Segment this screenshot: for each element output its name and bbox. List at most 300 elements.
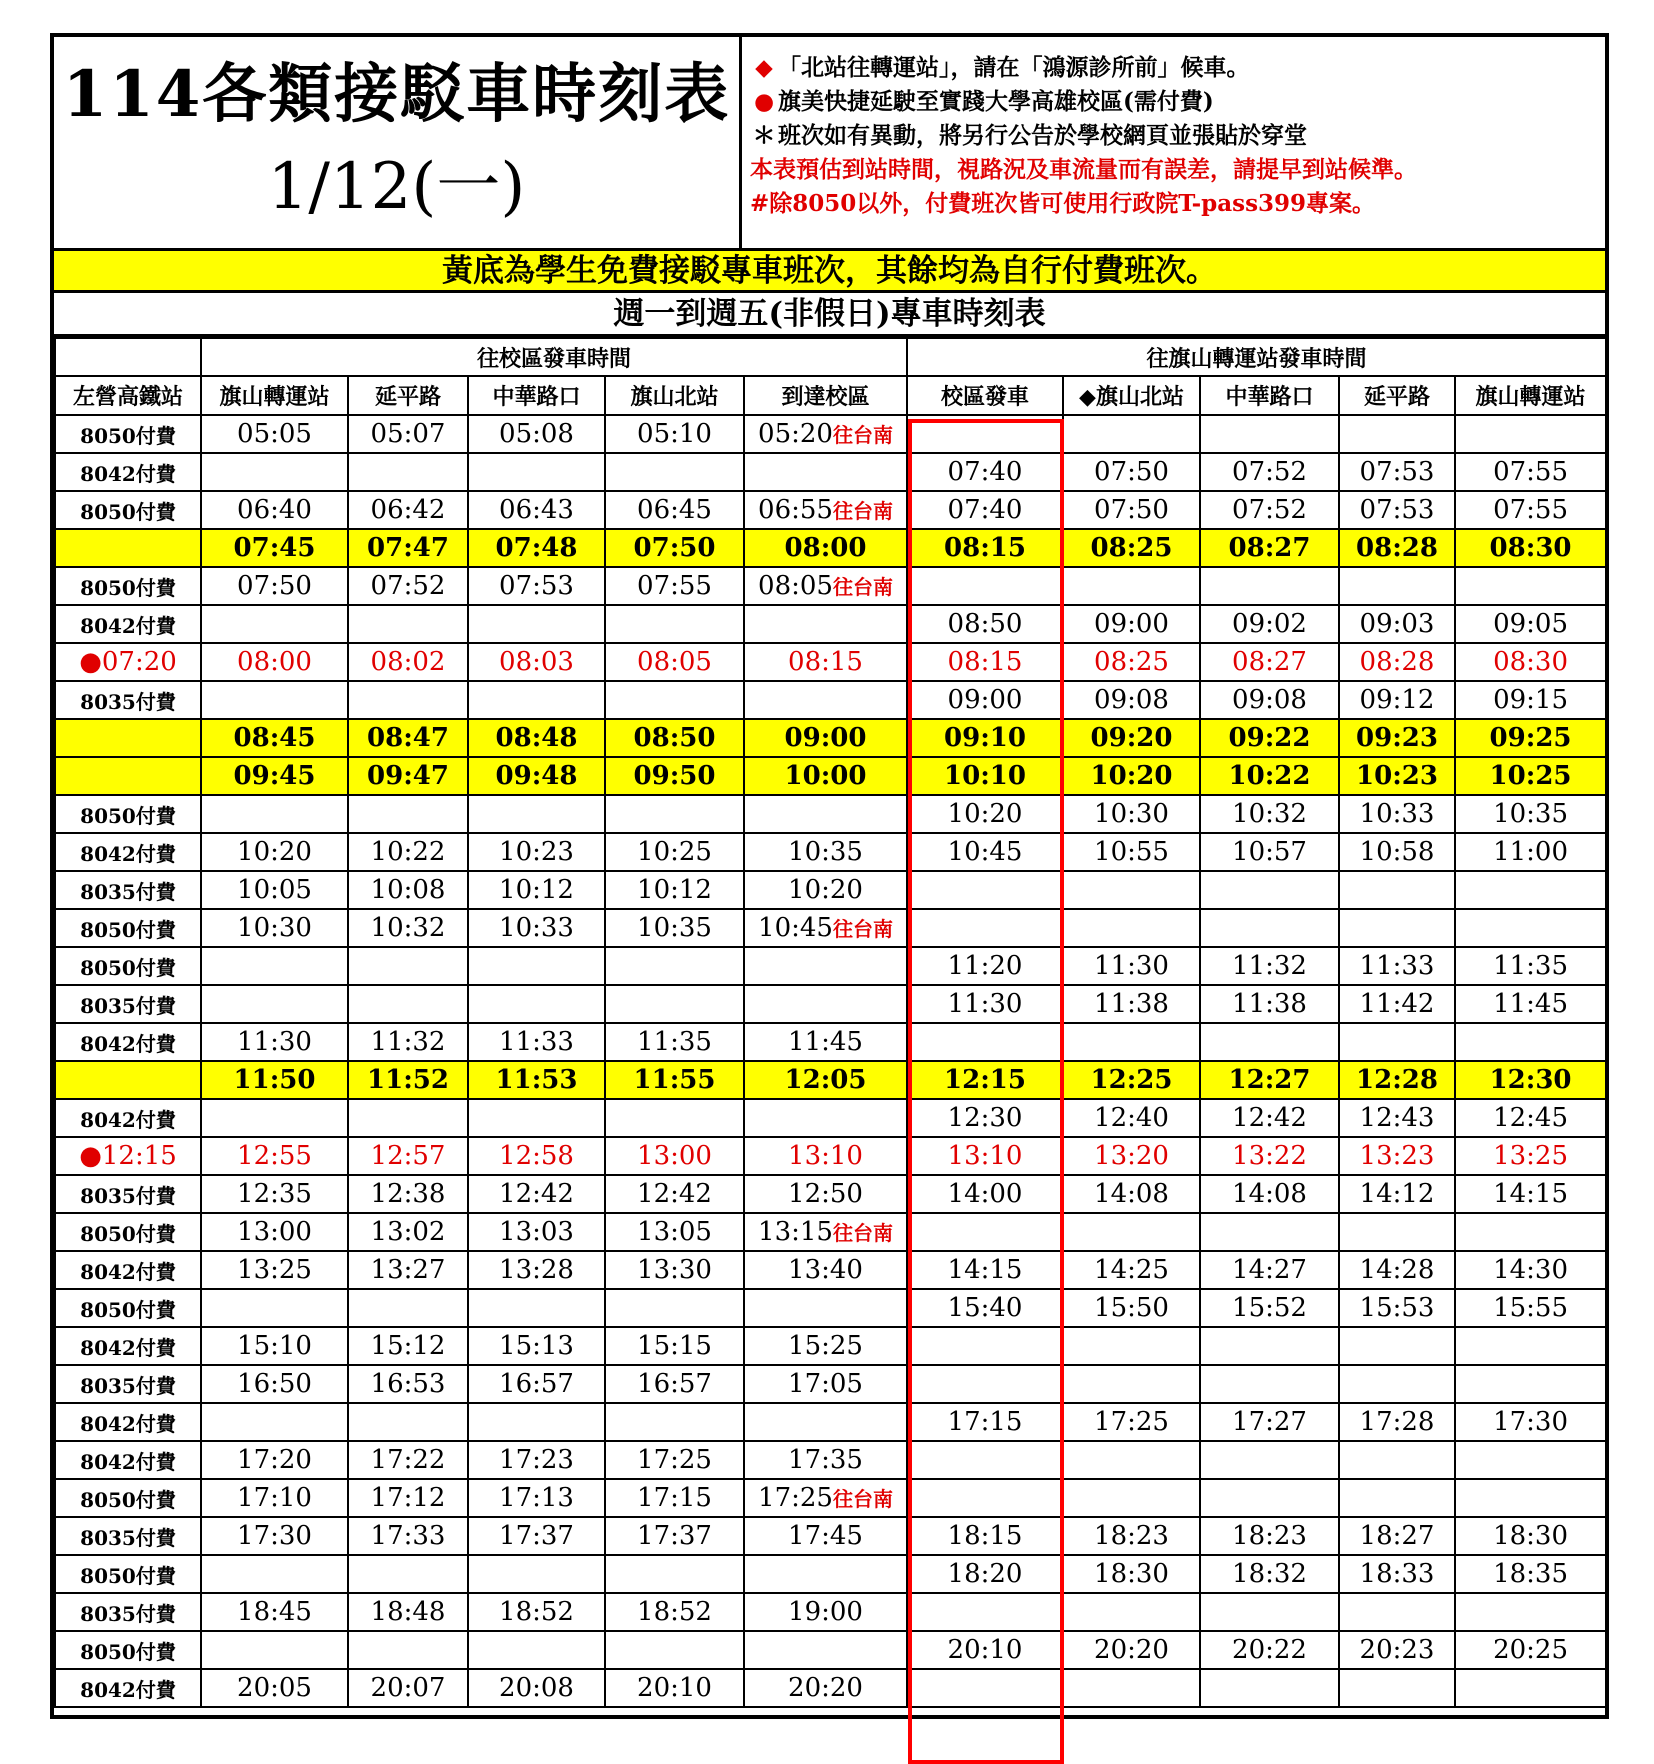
- route-label-text: 8042付費: [80, 1031, 176, 1056]
- time-cell: [907, 1137, 1063, 1175]
- time-cell: [1200, 567, 1339, 605]
- time-value: 10:00: [784, 761, 867, 791]
- table-row: [55, 491, 1606, 529]
- time-value: 11:30: [947, 989, 1023, 1019]
- time-value: 12:30: [947, 1103, 1023, 1133]
- time-cell: [907, 1175, 1063, 1213]
- route-label: [55, 529, 201, 567]
- time-value: 16:50: [237, 1369, 312, 1399]
- time-cell: [744, 1175, 907, 1213]
- time-cell: [1339, 415, 1455, 453]
- time-value: 17:37: [499, 1521, 574, 1551]
- note-line: [750, 119, 1601, 153]
- time-value: 18:30: [1493, 1521, 1568, 1551]
- time-value: 11:33: [499, 1027, 574, 1057]
- time-value: 13:10: [788, 1141, 863, 1171]
- time-cell: [468, 795, 605, 833]
- time-cell: [1063, 1479, 1200, 1517]
- note-line: [750, 51, 1601, 85]
- time-value: 17:22: [370, 1445, 446, 1475]
- time-cell: [907, 1631, 1063, 1669]
- time-cell: [1339, 681, 1455, 719]
- time-cell: [468, 1175, 605, 1213]
- time-cell: [1339, 453, 1455, 491]
- route-label: [55, 1669, 201, 1707]
- table-row: [55, 529, 1606, 567]
- time-cell: [1339, 1517, 1455, 1555]
- time-cell: [1339, 909, 1455, 947]
- time-cell: [348, 1099, 468, 1137]
- time-cell: [468, 1479, 605, 1517]
- time-cell: [1339, 1061, 1455, 1099]
- time-cell: [1455, 529, 1606, 567]
- time-cell: [468, 1251, 605, 1289]
- route-label-text: 8042付費: [80, 841, 176, 866]
- time-value: 20:10: [947, 1635, 1023, 1665]
- time-cell: [744, 1137, 907, 1175]
- time-cell: [1063, 491, 1200, 529]
- route-label-text: 8042付費: [80, 1335, 176, 1360]
- time-cell: [1339, 1555, 1455, 1593]
- time-cell: [605, 1023, 744, 1061]
- time-cell: [1455, 757, 1606, 795]
- time-cell: [348, 1213, 468, 1251]
- route-label-text: 8042付費: [80, 461, 176, 486]
- time-cell: [1455, 985, 1606, 1023]
- time-cell: [1063, 1175, 1200, 1213]
- column-header: ◆旗山北站: [1063, 376, 1200, 415]
- time-value: 11:32: [1232, 951, 1307, 981]
- time-value: 17:30: [1493, 1407, 1568, 1437]
- time-cell: [201, 1669, 348, 1707]
- time-value: 09:05: [1493, 609, 1568, 639]
- time-cell: [605, 1669, 744, 1707]
- column-header: 延平路: [348, 376, 468, 415]
- time-cell: [1455, 1517, 1606, 1555]
- time-value: 18:45: [237, 1597, 312, 1627]
- time-cell: [348, 1555, 468, 1593]
- route-label-text: 8042付費: [80, 1449, 176, 1474]
- time-value: 08:30: [1489, 533, 1572, 563]
- time-cell: [744, 415, 907, 453]
- time-cell: [1063, 643, 1200, 681]
- time-cell: [1063, 415, 1200, 453]
- time-value: 13:25: [237, 1255, 312, 1285]
- time-value: 13:20: [1094, 1141, 1169, 1171]
- time-value: 17:12: [370, 1483, 446, 1513]
- time-value: 05:08: [499, 419, 574, 449]
- route-label: [55, 1099, 201, 1137]
- time-cell: [1200, 491, 1339, 529]
- time-value: 14:08: [1094, 1179, 1169, 1209]
- time-cell: [1455, 1175, 1606, 1213]
- time-value: 10:32: [370, 913, 446, 943]
- time-cell: [348, 491, 468, 529]
- time-cell: [201, 833, 348, 871]
- time-value: 18:23: [1094, 1521, 1169, 1551]
- group-header-row: [55, 338, 1606, 376]
- time-cell: [744, 833, 907, 871]
- time-cell: [1339, 1441, 1455, 1479]
- time-value: 18:15: [947, 1521, 1023, 1551]
- time-cell: [605, 1213, 744, 1251]
- time-cell: [605, 1517, 744, 1555]
- dot-icon: ●: [79, 1141, 102, 1171]
- time-cell: [468, 871, 605, 909]
- time-value: 08:27: [1232, 647, 1307, 677]
- time-cell: [1200, 605, 1339, 643]
- table-row: [55, 1631, 1606, 1669]
- route-label-text: 8035付費: [80, 1183, 176, 1208]
- to-tainan-tag: 往台南: [832, 1487, 893, 1511]
- time-value: 15:55: [1493, 1293, 1568, 1323]
- time-value: 12:42: [499, 1179, 574, 1209]
- time-value: 17:25: [637, 1445, 712, 1475]
- time-cell: [907, 947, 1063, 985]
- time-cell: [1200, 1555, 1339, 1593]
- time-cell: [744, 1441, 907, 1479]
- route-label: [55, 719, 201, 757]
- time-cell: [1200, 1175, 1339, 1213]
- time-cell: [1339, 1327, 1455, 1365]
- time-value: 12:43: [1359, 1103, 1435, 1133]
- time-value: 20:25: [1493, 1635, 1568, 1665]
- time-cell: [1063, 1327, 1200, 1365]
- time-cell: [907, 1023, 1063, 1061]
- time-cell: [201, 1137, 348, 1175]
- time-cell: [907, 1555, 1063, 1593]
- time-value: 15:15: [637, 1331, 712, 1361]
- time-cell: [1455, 1099, 1606, 1137]
- time-cell: [1063, 1593, 1200, 1631]
- time-value: 09:48: [495, 761, 578, 791]
- column-header: 旗山北站: [605, 376, 744, 415]
- time-value: 13:02: [370, 1217, 446, 1247]
- time-value: 20:20: [788, 1673, 863, 1703]
- time-cell: [468, 1517, 605, 1555]
- time-value: 15:13: [499, 1331, 574, 1361]
- time-value: 20:05: [237, 1673, 312, 1703]
- time-cell: [1339, 1023, 1455, 1061]
- time-value: 09:03: [1359, 609, 1435, 639]
- time-cell: [1063, 1061, 1200, 1099]
- diamond-icon: ◆: [755, 54, 773, 81]
- time-value: 10:25: [1489, 761, 1572, 791]
- time-value: 11:52: [367, 1065, 449, 1095]
- to-tainan-tag: 往台南: [832, 917, 893, 941]
- time-value: 09:02: [1232, 609, 1307, 639]
- time-cell: [907, 1289, 1063, 1327]
- time-value: 17:28: [1359, 1407, 1435, 1437]
- time-value: 10:20: [237, 837, 312, 867]
- time-value: 10:35: [788, 837, 863, 867]
- time-cell: [1339, 1593, 1455, 1631]
- route-label-text: 8042付費: [80, 1107, 176, 1132]
- time-value: 07:40: [947, 495, 1023, 525]
- time-cell: [1200, 795, 1339, 833]
- time-cell: [201, 1175, 348, 1213]
- time-cell: [605, 1403, 744, 1441]
- time-cell: [201, 1365, 348, 1403]
- to-campus-header: 往校區發車時間: [201, 338, 907, 376]
- time-cell: [201, 529, 348, 567]
- note-line: [750, 85, 1601, 119]
- time-value: 05:05: [237, 419, 312, 449]
- time-value: 08:50: [633, 723, 716, 753]
- time-value: 13:40: [788, 1255, 863, 1285]
- time-value: 09:25: [1489, 723, 1572, 753]
- time-cell: [1455, 491, 1606, 529]
- time-value: 10:23: [1356, 761, 1438, 791]
- time-cell: [1200, 1099, 1339, 1137]
- time-cell: [605, 1365, 744, 1403]
- time-value: 12:25: [1090, 1065, 1173, 1095]
- time-value: 12:28: [1356, 1065, 1438, 1095]
- time-cell: [201, 985, 348, 1023]
- route-label-text: 8035付費: [80, 1601, 176, 1626]
- time-cell: [348, 985, 468, 1023]
- time-cell: [348, 757, 468, 795]
- time-cell: [1339, 1289, 1455, 1327]
- route-label: [55, 491, 201, 529]
- time-value: 07:53: [499, 571, 574, 601]
- empty-header-cell: [55, 338, 201, 376]
- time-value: 10:05: [237, 875, 312, 905]
- time-cell: [201, 1099, 348, 1137]
- time-cell: [1200, 1517, 1339, 1555]
- time-value: 06:55: [758, 495, 833, 525]
- time-cell: [201, 1593, 348, 1631]
- time-cell: [744, 985, 907, 1023]
- page-date: 1/12(一): [267, 150, 526, 224]
- route-label: [55, 757, 201, 795]
- time-cell: [744, 1403, 907, 1441]
- time-value: 15:10: [237, 1331, 312, 1361]
- route-label-text: 8035付費: [80, 1373, 176, 1398]
- asterisk-icon: ＊: [752, 122, 776, 149]
- time-value: 20:07: [370, 1673, 446, 1703]
- time-value: 11:30: [237, 1027, 312, 1057]
- time-cell: [348, 909, 468, 947]
- time-cell: [1063, 1403, 1200, 1441]
- time-cell: [468, 1023, 605, 1061]
- time-value: 16:53: [370, 1369, 446, 1399]
- time-cell: [744, 1061, 907, 1099]
- time-cell: [201, 1213, 348, 1251]
- time-cell: [907, 719, 1063, 757]
- to-tainan-tag: 往台南: [832, 1221, 893, 1245]
- time-value: 07:53: [1359, 495, 1435, 525]
- time-cell: [605, 1441, 744, 1479]
- time-value: 18:48: [370, 1597, 446, 1627]
- time-cell: [1200, 453, 1339, 491]
- time-cell: [1455, 1213, 1606, 1251]
- time-cell: [1339, 1213, 1455, 1251]
- time-value: 10:35: [1493, 799, 1568, 829]
- time-cell: [201, 1327, 348, 1365]
- time-cell: [1063, 567, 1200, 605]
- time-value: 13:00: [637, 1141, 712, 1171]
- time-cell: [605, 681, 744, 719]
- time-cell: [744, 1555, 907, 1593]
- route-label: [55, 643, 201, 681]
- time-value: 11:33: [1359, 951, 1435, 981]
- time-value: 19:00: [788, 1597, 863, 1627]
- time-value: 12:05: [784, 1065, 867, 1095]
- free-shuttle-banner: 黃底為學生免費接駁專車班次，其餘均為自行付費班次。: [54, 251, 1605, 293]
- time-value: 09:22: [1228, 723, 1311, 753]
- timetable-sheet: [50, 33, 1609, 1719]
- table-row: [55, 605, 1606, 643]
- route-label: [55, 1555, 201, 1593]
- time-value: 09:15: [1493, 685, 1568, 715]
- time-cell: [1200, 719, 1339, 757]
- time-value: 12:15: [944, 1065, 1026, 1095]
- time-value: 07:52: [1232, 495, 1307, 525]
- time-value: 08:00: [237, 647, 312, 677]
- time-cell: [1063, 985, 1200, 1023]
- time-cell: [1339, 1251, 1455, 1289]
- time-cell: [1455, 681, 1606, 719]
- route-label: [55, 1327, 201, 1365]
- time-value: 11:35: [1493, 951, 1568, 981]
- time-cell: [1455, 1479, 1606, 1517]
- time-cell: [348, 1289, 468, 1327]
- time-value: 12:57: [370, 1141, 446, 1171]
- time-cell: [1200, 1327, 1339, 1365]
- table-row: [55, 453, 1606, 491]
- time-value: 07:50: [1094, 457, 1169, 487]
- time-cell: [468, 1403, 605, 1441]
- time-value: 17:35: [788, 1445, 863, 1475]
- time-cell: [1063, 605, 1200, 643]
- time-cell: [468, 757, 605, 795]
- time-value: 10:32: [1232, 799, 1307, 829]
- time-value: 10:33: [499, 913, 574, 943]
- time-cell: [605, 1631, 744, 1669]
- time-cell: [744, 947, 907, 985]
- time-value: 07:55: [1493, 457, 1568, 487]
- column-header: 中華路口: [468, 376, 605, 415]
- time-cell: [348, 567, 468, 605]
- to-qishan-header: 往旗山轉運站發車時間: [907, 338, 1606, 376]
- page-title: 114各類接駁車時刻表: [62, 57, 731, 132]
- route-label: [55, 681, 201, 719]
- time-cell: [468, 681, 605, 719]
- time-value: 10:35: [637, 913, 712, 943]
- time-cell: [744, 491, 907, 529]
- time-value: 20:08: [499, 1673, 574, 1703]
- route-label-text: 8050付費: [80, 1639, 176, 1664]
- time-cell: [1339, 1099, 1455, 1137]
- time-value: 12:58: [499, 1141, 574, 1171]
- time-cell: [1063, 833, 1200, 871]
- route-label: [55, 1403, 201, 1441]
- route-label-text: 8042付費: [80, 613, 176, 638]
- time-cell: [907, 1061, 1063, 1099]
- time-cell: [605, 1289, 744, 1327]
- route-label-text: 8035付費: [80, 993, 176, 1018]
- time-cell: [605, 415, 744, 453]
- time-value: 13:03: [499, 1217, 574, 1247]
- route-label: [55, 1593, 201, 1631]
- time-cell: [1063, 795, 1200, 833]
- route-label-text: 8035付費: [80, 1525, 176, 1550]
- time-cell: [744, 1365, 907, 1403]
- time-cell: [744, 795, 907, 833]
- time-cell: [605, 453, 744, 491]
- time-cell: [1063, 1669, 1200, 1707]
- time-cell: [1339, 605, 1455, 643]
- time-cell: [348, 1479, 468, 1517]
- time-cell: [1063, 1137, 1200, 1175]
- note-text: 「北站往轉運站」，請在「鴻源診所前」候車。: [778, 54, 1250, 81]
- time-cell: [605, 1327, 744, 1365]
- time-cell: [1455, 1631, 1606, 1669]
- time-cell: [1200, 1023, 1339, 1061]
- route-label: [55, 1289, 201, 1327]
- time-cell: [468, 909, 605, 947]
- time-cell: [907, 567, 1063, 605]
- time-value: 10:20: [1090, 761, 1173, 791]
- note-line: [750, 153, 1601, 187]
- table-row: [55, 1213, 1606, 1251]
- time-cell: [744, 643, 907, 681]
- time-value: 16:57: [499, 1369, 574, 1399]
- time-cell: [348, 605, 468, 643]
- route-label-text: 8042付費: [80, 1677, 176, 1702]
- time-cell: [1455, 1555, 1606, 1593]
- time-cell: [907, 871, 1063, 909]
- time-cell: [201, 871, 348, 909]
- time-cell: [744, 453, 907, 491]
- time-cell: [744, 1289, 907, 1327]
- column-header: 延平路: [1339, 376, 1455, 415]
- time-cell: [201, 1631, 348, 1669]
- time-cell: [907, 1327, 1063, 1365]
- time-cell: [744, 567, 907, 605]
- table-row: [55, 1175, 1606, 1213]
- route-label-text: 8050付費: [80, 955, 176, 980]
- time-cell: [201, 719, 348, 757]
- time-value: 08:00: [784, 533, 867, 563]
- time-value: 20:20: [1094, 1635, 1169, 1665]
- time-value: 10:10: [944, 761, 1026, 791]
- time-value: 11:53: [495, 1065, 578, 1095]
- time-cell: [907, 757, 1063, 795]
- time-cell: [605, 1251, 744, 1289]
- time-cell: [605, 1175, 744, 1213]
- time-value: 15:53: [1359, 1293, 1435, 1323]
- column-header: 旗山轉運站: [201, 376, 348, 415]
- time-value: 11:38: [1094, 989, 1169, 1019]
- route-label: [55, 909, 201, 947]
- time-cell: [468, 1669, 605, 1707]
- time-value: 12:42: [1232, 1103, 1307, 1133]
- time-value: 10:45: [947, 837, 1023, 867]
- time-cell: [468, 1555, 605, 1593]
- time-cell: [907, 453, 1063, 491]
- table-row: [55, 909, 1606, 947]
- time-cell: [1339, 1365, 1455, 1403]
- time-value: 12:27: [1228, 1065, 1311, 1095]
- time-cell: [744, 605, 907, 643]
- time-cell: [468, 1365, 605, 1403]
- time-cell: [1339, 1175, 1455, 1213]
- route-label-text: 8042付費: [80, 1411, 176, 1436]
- time-value: 10:23: [499, 837, 574, 867]
- time-value: 12:45: [1493, 1103, 1568, 1133]
